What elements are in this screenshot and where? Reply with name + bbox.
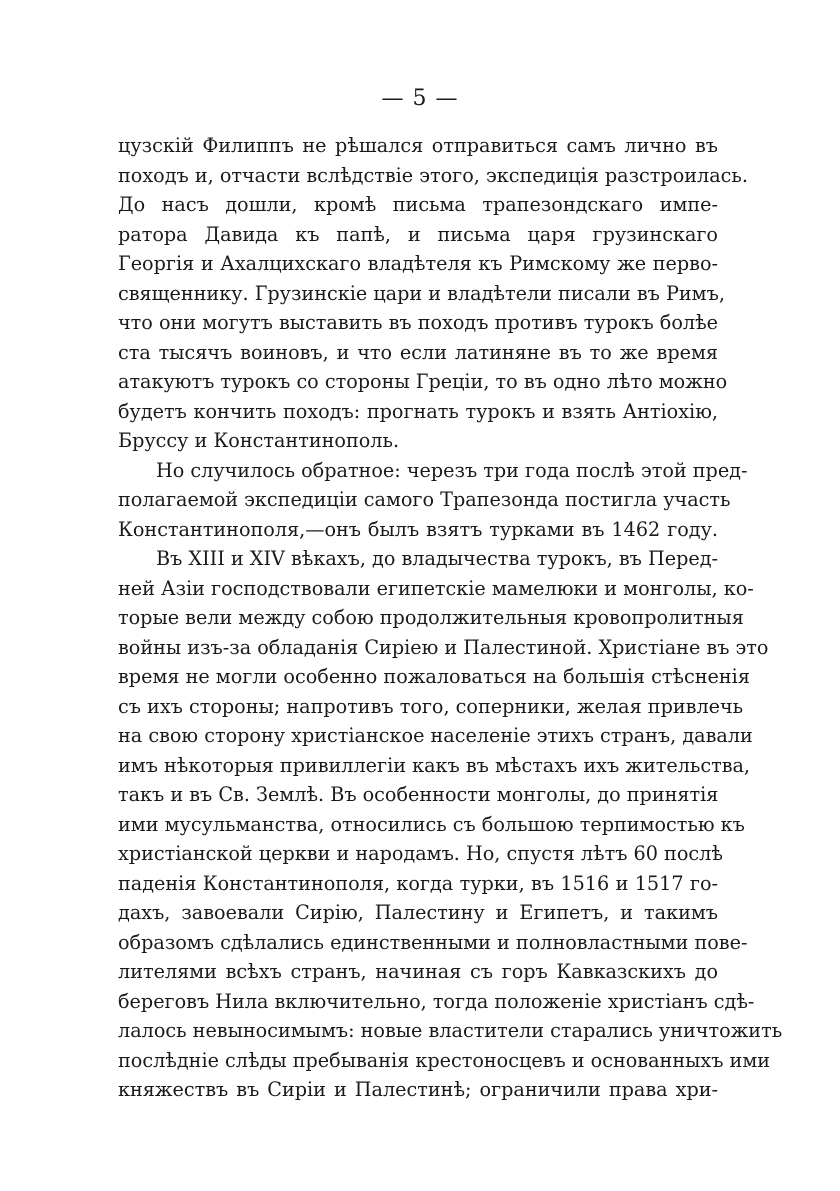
- text-line: ней Азіи господствовали египетскіе мамелюки и монголы, ко-: [118, 576, 754, 600]
- text-line: атакуютъ турокъ со стороны Греціи, то въ одно лѣто можно: [118, 370, 728, 393]
- body-text: [118, 131, 783, 1105]
- text-line: на свою сторону христіанское населеніе этихъ странъ, давали: [118, 724, 753, 747]
- text-line: образомъ сдѣлались единственными и полновластными пове-: [118, 930, 748, 954]
- text-line: дахъ, завоевали Сирію, Палестину и Египетъ, и такимъ: [118, 901, 718, 924]
- text-line: лалось невыносимымъ: новые властители старались уничтожить: [118, 1019, 783, 1042]
- text-line: княжествъ въ Сиріи и Палестинѣ; ограничили права хри-: [118, 1078, 718, 1101]
- text-line: ратора Давида къ папѣ, и письма царя грузинскаго: [118, 222, 718, 246]
- text-line: время не могли особенно пожаловаться на большія стѣсненія: [118, 665, 750, 688]
- text-line: будетъ кончить походъ: прогнать турокъ и взять Антіохію,: [118, 399, 718, 423]
- text-line: имъ нѣкоторыя привиллегіи какъ въ мѣстахъ ихъ жительства,: [118, 753, 751, 777]
- text-line: береговъ Нила включительно, тогда положеніе христіанъ сдѣ-: [118, 989, 755, 1013]
- text-line: священнику. Грузинскіе цари и владѣтели писали въ Римъ,: [118, 281, 725, 305]
- text-line: Въ XIII и XIV вѣкахъ, до владычества турокъ, въ Перед-: [156, 547, 719, 570]
- text-line: съ ихъ стороны; напротивъ того, соперники, желая привлечь: [118, 694, 744, 718]
- text-line: христіанской церкви и народамъ. Но, спустя лѣтъ 60 послѣ: [118, 842, 723, 865]
- text-line: До насъ дошли, кромѣ письма трапезондскаго импе-: [118, 193, 718, 216]
- text-line: торые вели между собою продолжительныя кровопролитныя: [118, 606, 744, 629]
- text-line: что они могутъ выставить въ походъ противъ турокъ болѣе: [118, 311, 718, 334]
- text-line: Георгія и Ахалцихскаго владѣтеля къ Римскому же перво-: [118, 252, 718, 275]
- paragraph: [118, 131, 748, 456]
- text-line: ими мусульманства, относились съ большою терпимостью къ: [118, 812, 745, 836]
- text-line: паденія Константинополя, когда турки, въ 1516 и 1517 го-: [118, 871, 718, 895]
- text-line: лителями всѣхъ странъ, начиная съ горъ Кавказскихъ до: [118, 960, 718, 983]
- text-line: Бруссу и Константинополь.: [118, 429, 400, 452]
- text-line: походъ и, отчасти вслѣдствіе этого, экспедиція разстроилась.: [118, 163, 748, 187]
- paragraph: [118, 456, 748, 545]
- text-line: полагаемой экспедиціи самого Трапезонда постигла участь: [118, 488, 731, 511]
- page-number: — 5 —: [381, 86, 459, 111]
- text-line: цузскій Филиппъ не рѣшался отправиться самъ лично въ: [118, 134, 718, 157]
- text-line: послѣдніе слѣды пребыванія крестоносцевъ и основанныхъ ими: [118, 1048, 771, 1072]
- text-line: Но случилось обратное: черезъ три года послѣ этой пред-: [156, 458, 748, 482]
- text-line: такъ и въ Св. Землѣ. Въ особенности монголы, до принятія: [118, 783, 719, 806]
- text-line: Константинополя,—онъ былъ взятъ турками въ 1462 году.: [118, 517, 718, 541]
- text-line: войны изъ-за обладанія Сиріею и Палестиной. Христіане въ это: [118, 635, 769, 659]
- paragraph: [118, 544, 783, 1105]
- text-line: ста тысячъ воиновъ, и что если латиняне въ то же время: [118, 340, 718, 364]
